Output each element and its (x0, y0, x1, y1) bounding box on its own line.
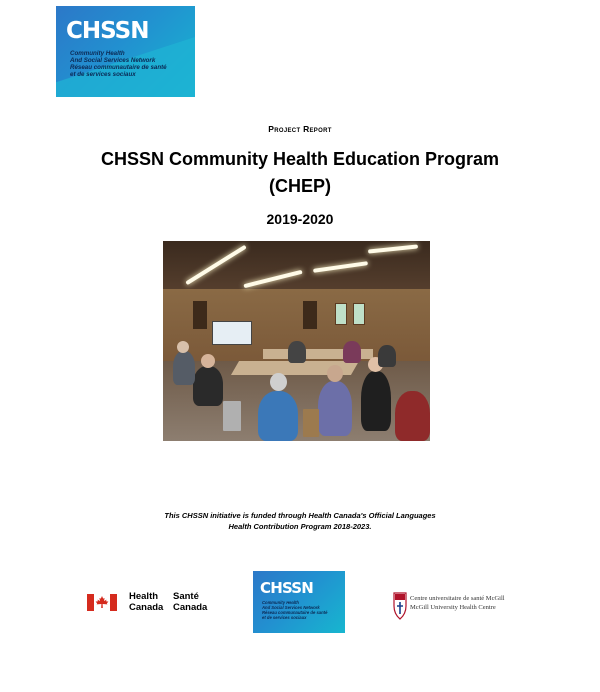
health-canada-english (129, 592, 163, 613)
maple-leaf-icon (95, 596, 109, 609)
attendee (378, 345, 396, 367)
report-year: 2019-2020 (266, 211, 334, 227)
hc-fr-line-1: Santé (173, 591, 199, 602)
chssn-logo-top (56, 6, 195, 97)
logo-subtitle (262, 600, 344, 620)
logo-brand-text: CHSSN (66, 18, 149, 44)
title-line-1: CHSSN Community Health Education Program (100, 149, 500, 169)
attendee-head (270, 373, 287, 391)
logo-brand-text: CHSSN (260, 579, 314, 597)
hc-fr-line-2: Canada (173, 601, 208, 613)
room-door (193, 301, 207, 329)
logo-subtitle (70, 50, 195, 78)
attendee-head (177, 341, 189, 353)
logo-line-3: Réseau communautaire de santé (70, 64, 167, 71)
title-line-2: (CHEP) (269, 176, 331, 196)
room-window (335, 303, 347, 325)
logo-line-1: Community Health (262, 600, 299, 605)
sante-canada-french (173, 592, 207, 613)
room-window (353, 303, 365, 325)
attendee-head (327, 365, 343, 382)
attendee (343, 341, 361, 363)
attendee (258, 391, 298, 441)
meeting-room-photo (163, 241, 430, 441)
logo-line-2: And Social Services Network (70, 57, 156, 64)
attendee (173, 351, 195, 385)
attendee (288, 341, 306, 363)
attendee-head (201, 354, 215, 368)
document-title (0, 146, 600, 200)
projection-screen (212, 321, 252, 345)
attendee (395, 391, 430, 441)
hc-en-line-1: Health (129, 591, 159, 602)
funding-line-2: Health Contribution Program 2018-2023. (228, 522, 372, 531)
logo-line-2: And Social Services Network (262, 605, 320, 610)
attendee (361, 371, 391, 431)
chssn-logo-bottom (253, 571, 345, 633)
funding-line-1: This CHSSN initiative is funded through Health Canada's Official Languages (164, 511, 436, 520)
funding-statement (0, 510, 600, 532)
mcgill-shield-icon (393, 592, 407, 620)
logo-line-4: et de services sociaux (262, 615, 307, 620)
canada-flag-icon (87, 594, 117, 611)
chair (223, 401, 241, 431)
room-door (303, 301, 317, 329)
attendee (193, 366, 223, 406)
mcgill-line-2: McGill University Health Centre (410, 604, 496, 611)
logo-line-4: et de services sociaux (70, 71, 136, 78)
attendee (318, 381, 352, 436)
logo-line-3: Réseau communautaire de santé (262, 610, 328, 615)
project-report-label: Project Report (268, 124, 332, 134)
hc-en-line-2: Canada (129, 601, 164, 613)
logo-line-1: Community Health (70, 50, 125, 57)
chair (303, 409, 319, 437)
mcgill-text (410, 594, 505, 612)
mcgill-line-1: Centre universitaire de santé McGill (410, 595, 505, 602)
